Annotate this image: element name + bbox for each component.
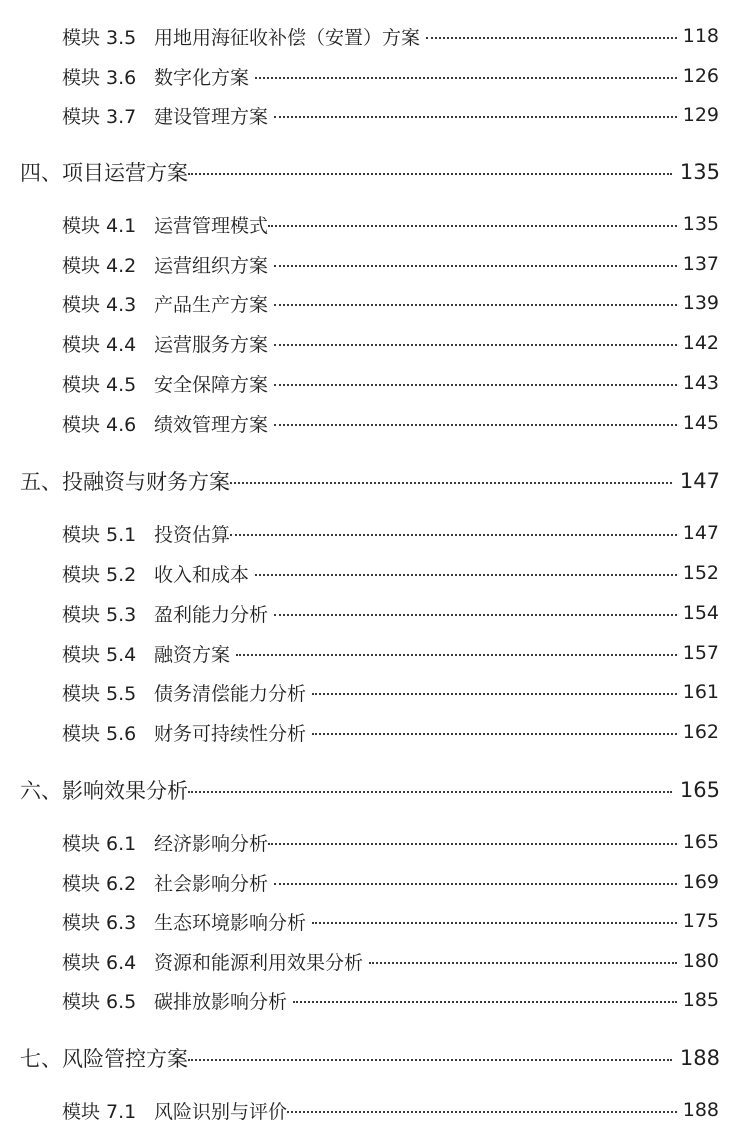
- page-number: 147: [679, 469, 720, 493]
- dot-leader: [274, 614, 677, 616]
- page-number: 126: [682, 65, 719, 87]
- module-title: 安全保障方案: [154, 373, 269, 396]
- dot-leader: [312, 733, 677, 735]
- module-title: 绩效管理方案: [154, 413, 269, 436]
- dot-leader: [274, 384, 677, 386]
- dot-leader: [188, 791, 672, 793]
- toc-entry-module-4-4[interactable]: [62, 327, 719, 359]
- page-number: 165: [679, 778, 720, 802]
- toc-entry-module-6-5[interactable]: [62, 984, 719, 1016]
- module-number: 模块 5.5: [62, 682, 137, 705]
- page-number: 152: [682, 562, 719, 584]
- module-number: 模块 6.4: [62, 951, 137, 974]
- module-title: 投资估算: [154, 523, 231, 546]
- toc-entry-module-5-2[interactable]: [62, 557, 719, 589]
- chapter-title: 七、风险管控方案: [20, 1047, 188, 1071]
- toc-entry-module-5-6[interactable]: [62, 716, 719, 748]
- page-number: 118: [682, 25, 719, 47]
- dot-leader: [369, 962, 677, 964]
- page-number: 137: [682, 253, 719, 275]
- page-number: 185: [682, 989, 719, 1011]
- dot-leader: [268, 843, 677, 845]
- toc-entry-module-3-7[interactable]: [62, 99, 719, 131]
- module-number: 模块 4.5: [62, 373, 137, 396]
- page-number: 135: [679, 160, 720, 184]
- toc-entry-module-5-3[interactable]: [62, 597, 719, 629]
- toc-entry-chapter-7[interactable]: [20, 1040, 720, 1076]
- module-title: 生态环境影响分析: [154, 911, 307, 934]
- toc-entry-module-5-4[interactable]: [62, 637, 719, 669]
- page-number: 175: [682, 910, 719, 932]
- page-number: 129: [682, 104, 719, 126]
- toc-entry-module-6-4[interactable]: [62, 945, 719, 977]
- module-title: 资源和能源利用效果分析: [154, 951, 364, 974]
- module-number: 模块 6.1: [62, 832, 137, 855]
- toc-entry-module-7-1[interactable]: [62, 1094, 719, 1126]
- module-title: 数字化方案: [154, 66, 250, 89]
- page-number: 165: [682, 831, 719, 853]
- module-title: 债务清偿能力分析: [154, 682, 307, 705]
- dot-leader: [293, 1001, 677, 1003]
- toc-entry-module-4-3[interactable]: [62, 287, 719, 319]
- dot-leader: [274, 265, 677, 267]
- module-title: 用地用海征收补偿（安置）方案: [154, 26, 421, 49]
- dot-leader: [312, 922, 677, 924]
- page-number: 157: [682, 642, 719, 664]
- page-number: 162: [682, 721, 719, 743]
- module-title: 建设管理方案: [154, 105, 269, 128]
- module-number: 模块 6.5: [62, 990, 137, 1013]
- toc-entry-module-6-1[interactable]: [62, 826, 719, 858]
- toc-entry-module-4-2[interactable]: [62, 248, 719, 280]
- dot-leader: [426, 37, 677, 39]
- module-number: 模块 4.1: [62, 214, 137, 237]
- toc-entry-chapter-4[interactable]: [20, 154, 720, 190]
- module-title: 运营组织方案: [154, 254, 269, 277]
- toc-entry-chapter-6[interactable]: [20, 772, 720, 808]
- module-title: 财务可持续性分析: [154, 722, 307, 745]
- module-number: 模块 3.7: [62, 105, 137, 128]
- chapter-title: 五、投融资与财务方案: [20, 470, 230, 494]
- module-number: 模块 4.6: [62, 413, 137, 436]
- module-title: 融资方案: [154, 643, 231, 666]
- page-number: 142: [682, 332, 719, 354]
- chapter-title: 六、影响效果分析: [20, 779, 188, 803]
- page-number: 143: [682, 372, 719, 394]
- toc-entry-module-6-3[interactable]: [62, 905, 719, 937]
- page-number: 169: [682, 871, 719, 893]
- module-number: 模块 5.1: [62, 523, 137, 546]
- module-number: 模块 5.4: [62, 643, 137, 666]
- dot-leader: [312, 693, 677, 695]
- dot-leader: [255, 77, 677, 79]
- dot-leader: [274, 344, 677, 346]
- page-number: 154: [682, 602, 719, 624]
- module-number: 模块 4.4: [62, 333, 137, 356]
- module-number: 模块 6.2: [62, 872, 137, 895]
- dot-leader: [274, 424, 677, 426]
- module-number: 模块 4.3: [62, 293, 137, 316]
- module-number: 模块 3.6: [62, 66, 137, 89]
- dot-leader: [274, 304, 677, 306]
- module-title: 运营服务方案: [154, 333, 269, 356]
- module-title: 运营管理模式: [154, 214, 269, 237]
- toc-entry-module-4-1[interactable]: [62, 208, 719, 240]
- page-number: 188: [679, 1046, 720, 1070]
- dot-leader: [255, 574, 677, 576]
- dot-leader: [287, 1111, 677, 1113]
- page-number: 180: [682, 950, 719, 972]
- page-number: 161: [682, 681, 719, 703]
- page-number: 135: [682, 213, 719, 235]
- module-title: 收入和成本: [154, 563, 250, 586]
- dot-leader: [230, 482, 672, 484]
- dot-leader: [188, 173, 672, 175]
- module-title: 经济影响分析: [154, 832, 269, 855]
- dot-leader: [268, 225, 677, 227]
- module-number: 模块 7.1: [62, 1100, 137, 1123]
- chapter-title: 四、项目运营方案: [20, 161, 188, 185]
- module-title: 碳排放影响分析: [154, 990, 288, 1013]
- module-title: 产品生产方案: [154, 293, 269, 316]
- toc-entry-module-5-5[interactable]: [62, 676, 719, 708]
- toc-entry-module-4-6[interactable]: [62, 407, 719, 439]
- toc-entry-module-3-6[interactable]: [62, 60, 719, 92]
- module-number: 模块 5.2: [62, 563, 137, 586]
- module-title: 风险识别与评价: [154, 1100, 288, 1123]
- dot-leader: [188, 1059, 672, 1061]
- dot-leader: [230, 534, 677, 536]
- module-title: 盈利能力分析: [154, 603, 269, 626]
- toc-entry-module-6-2[interactable]: [62, 866, 719, 898]
- toc-entry-module-3-5[interactable]: [62, 20, 719, 52]
- module-number: 模块 5.3: [62, 603, 137, 626]
- dot-leader: [236, 654, 677, 656]
- toc-entry-chapter-5[interactable]: [20, 463, 720, 499]
- module-number: 模块 5.6: [62, 722, 137, 745]
- module-number: 模块 4.2: [62, 254, 137, 277]
- module-number: 模块 3.5: [62, 26, 137, 49]
- page-number: 188: [682, 1099, 719, 1121]
- dot-leader: [274, 116, 677, 118]
- module-title: 社会影响分析: [154, 872, 269, 895]
- module-number: 模块 6.3: [62, 911, 137, 934]
- toc-entry-module-5-1[interactable]: [62, 517, 719, 549]
- toc-entry-module-4-5[interactable]: [62, 367, 719, 399]
- page-number: 139: [682, 292, 719, 314]
- dot-leader: [274, 883, 677, 885]
- page-number: 147: [682, 522, 719, 544]
- page-number: 145: [682, 412, 719, 434]
